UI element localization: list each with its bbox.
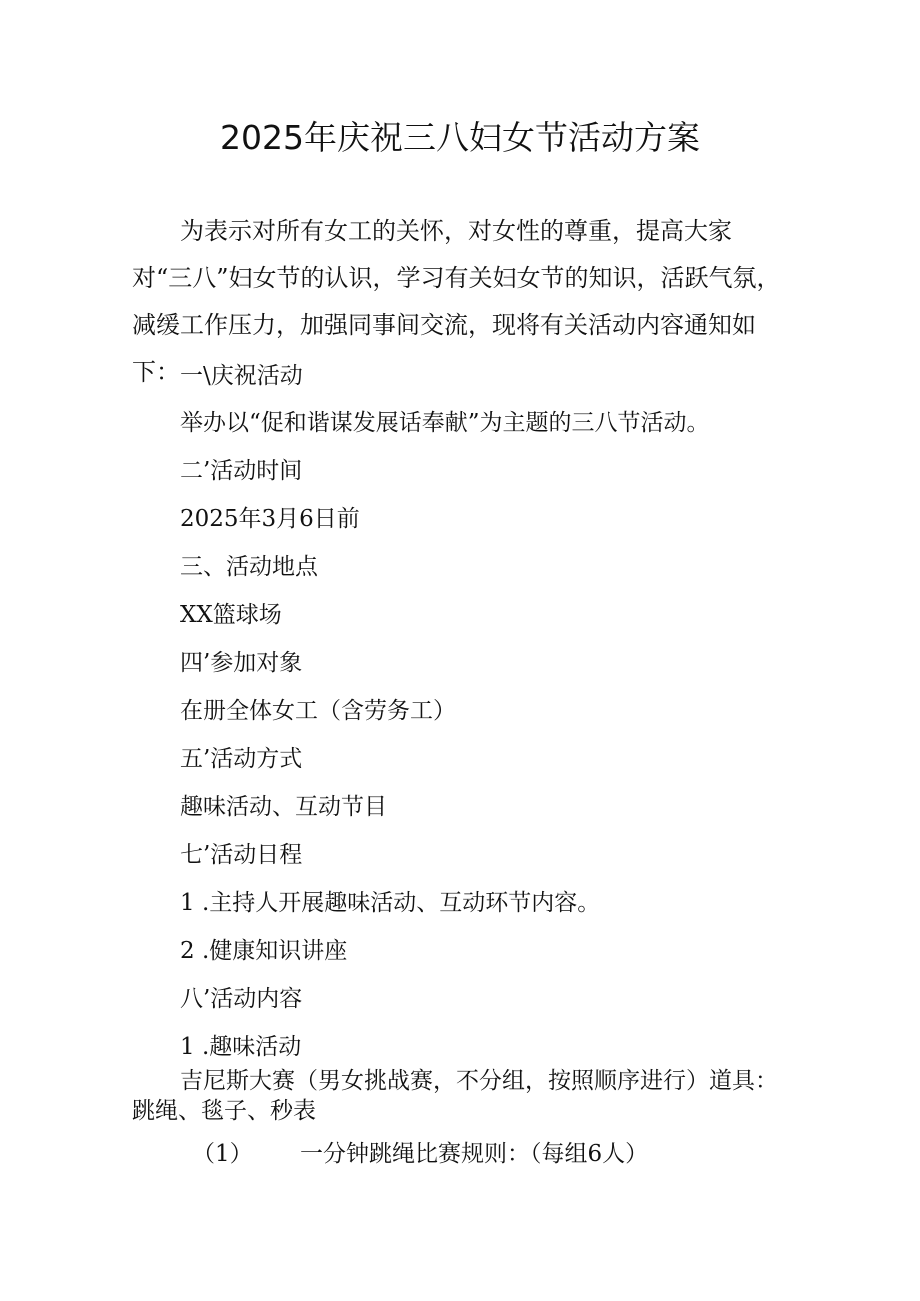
- format-text: 趣味活动、互动节目: [180, 794, 387, 820]
- celebration-theme-text: 举办以“促和谐谋发展话奉献”为主题的三八节活动。: [180, 410, 710, 436]
- section-heading-participants: 四’参加对象: [180, 650, 303, 676]
- section-heading-celebration: 一\庆祝活动: [180, 363, 303, 389]
- section-heading-format: 五’活动方式: [180, 746, 303, 772]
- document-title: 2025年庆祝三八妇女节活动方案: [220, 118, 700, 157]
- content-item-1: 1 .趣味活动: [180, 1034, 302, 1060]
- rule-number: （1）: [192, 1141, 253, 1167]
- rule-row: [192, 1138, 648, 1170]
- schedule-item-2: 2 .健康知识讲座: [180, 938, 348, 964]
- section-heading-content: 八’活动内容: [180, 986, 303, 1012]
- section-heading-schedule: 七’活动日程: [180, 842, 303, 868]
- schedule-item-1: 1 .主持人开展趣味活动、互动环节内容。: [180, 890, 601, 916]
- game-description-paragraph: 吉尼斯大赛（男女挑战赛，不分组，按照顺序进行）道具：跳绳、毯子、秒表: [132, 1068, 778, 1124]
- location-text: XX篮球场: [180, 602, 282, 628]
- activity-date-text: 2025年3月6日前: [180, 506, 360, 532]
- rule-text: 一分钟跳绳比赛规则：（每组6人）: [300, 1141, 649, 1167]
- section-heading-location: 三、活动地点: [180, 554, 318, 580]
- section-heading-time: 二’活动时间: [180, 458, 303, 484]
- intro-paragraph: 为表示对所有女工的关怀，对女性的尊重，提高大家对“三八”妇女节的认识，学习有关妇女节的知识，活跃气氛，减缓工作压力，加强同事间交流，现将有关活动内容通知如下：: [132, 217, 781, 386]
- participants-text: 在册全体女工（含劳务工）: [180, 698, 456, 724]
